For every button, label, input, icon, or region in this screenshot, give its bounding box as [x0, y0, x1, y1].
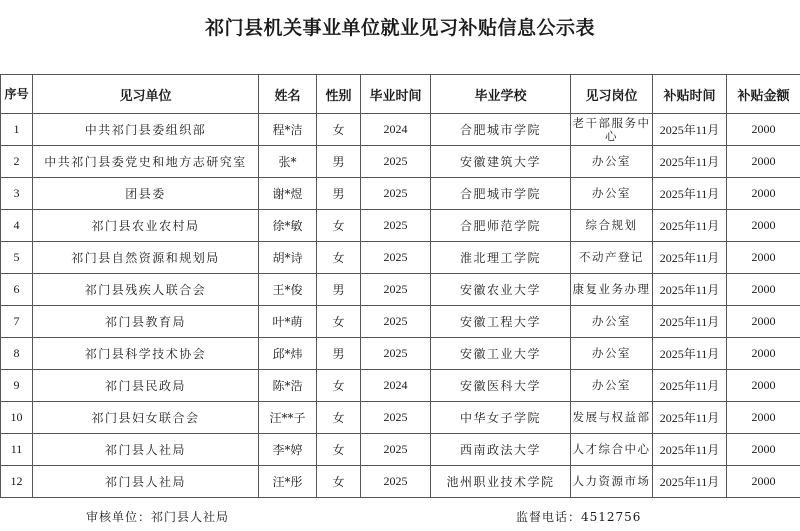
table-row — [1, 178, 800, 210]
table-row — [1, 114, 800, 146]
cell-name: 程*洁 — [259, 114, 317, 146]
table-row — [1, 306, 800, 338]
cell-school: 安徽工程大学 — [431, 306, 571, 338]
cell-subsidy-time: 2025年11月 — [653, 370, 727, 402]
cell-seq: 2 — [1, 146, 33, 178]
table-row — [1, 274, 800, 306]
cell-unit: 团县委 — [33, 178, 259, 210]
footer-phone: 监督电话：4512756 — [516, 510, 642, 524]
header-name: 姓名 — [259, 75, 317, 114]
table-row — [1, 370, 800, 402]
table-row — [1, 338, 800, 370]
cell-school: 安徽工业大学 — [431, 338, 571, 370]
cell-school: 合肥城市学院 — [431, 178, 571, 210]
cell-name: 邱*炜 — [259, 338, 317, 370]
cell-seq: 5 — [1, 242, 33, 274]
header-post: 见习岗位 — [571, 75, 653, 114]
cell-post: 不动产登记 — [571, 242, 653, 274]
cell-gender: 女 — [317, 242, 361, 274]
cell-seq: 8 — [1, 338, 33, 370]
cell-gender: 女 — [317, 114, 361, 146]
cell-gender: 女 — [317, 434, 361, 466]
cell-gender: 女 — [317, 370, 361, 402]
cell-seq: 9 — [1, 370, 33, 402]
cell-subsidy-time: 2025年11月 — [653, 242, 727, 274]
cell-subsidy-time: 2025年11月 — [653, 146, 727, 178]
cell-amount: 2000 — [727, 306, 800, 338]
cell-amount: 2000 — [727, 338, 800, 370]
cell-unit: 祁门县妇女联合会 — [33, 402, 259, 434]
cell-name: 张* — [259, 146, 317, 178]
cell-amount: 2000 — [727, 466, 800, 498]
cell-seq: 3 — [1, 178, 33, 210]
cell-post: 发展与权益部 — [571, 402, 653, 434]
cell-seq: 12 — [1, 466, 33, 498]
cell-grad-time: 2025 — [361, 210, 431, 242]
cell-gender: 男 — [317, 274, 361, 306]
cell-grad-time: 2025 — [361, 434, 431, 466]
cell-name: 胡*诗 — [259, 242, 317, 274]
header-unit: 见习单位 — [33, 75, 259, 114]
cell-post: 综合规划 — [571, 210, 653, 242]
cell-grad-time: 2025 — [361, 274, 431, 306]
footer-reviewer: 审核单位：祁门县人社局 — [86, 510, 230, 524]
header-grad-time: 毕业时间 — [361, 75, 431, 114]
cell-school: 西南政法大学 — [431, 434, 571, 466]
cell-unit: 祁门县农业农村局 — [33, 210, 259, 242]
table-row — [1, 210, 800, 242]
cell-name: 汪*彤 — [259, 466, 317, 498]
cell-post: 办公室 — [571, 178, 653, 210]
cell-gender: 女 — [317, 402, 361, 434]
cell-grad-time: 2025 — [361, 306, 431, 338]
header-gender: 性别 — [317, 75, 361, 114]
cell-seq: 6 — [1, 274, 33, 306]
cell-subsidy-time: 2025年11月 — [653, 210, 727, 242]
cell-school: 池州职业技术学院 — [431, 466, 571, 498]
cell-amount: 2000 — [727, 402, 800, 434]
cell-unit: 祁门县科学技术协会 — [33, 338, 259, 370]
cell-seq: 4 — [1, 210, 33, 242]
header-row — [1, 75, 800, 114]
cell-unit: 祁门县人社局 — [33, 434, 259, 466]
cell-unit: 祁门县教育局 — [33, 306, 259, 338]
cell-unit: 祁门县自然资源和规划局 — [33, 242, 259, 274]
header-amount: 补贴金额 — [727, 75, 800, 114]
cell-post: 办公室 — [571, 338, 653, 370]
cell-unit: 中共祁门县委组织部 — [33, 114, 259, 146]
cell-amount: 2000 — [727, 178, 800, 210]
cell-amount: 2000 — [727, 146, 800, 178]
header-seq: 序号 — [1, 75, 33, 114]
subsidy-table — [0, 74, 800, 498]
cell-subsidy-time: 2025年11月 — [653, 402, 727, 434]
cell-amount: 2000 — [727, 434, 800, 466]
cell-amount: 2000 — [727, 114, 800, 146]
cell-name: 谢*煜 — [259, 178, 317, 210]
cell-subsidy-time: 2025年11月 — [653, 178, 727, 210]
cell-post: 老干部服务中心 — [571, 114, 653, 146]
cell-grad-time: 2025 — [361, 466, 431, 498]
cell-grad-time: 2025 — [361, 178, 431, 210]
table-row — [1, 146, 800, 178]
cell-seq: 7 — [1, 306, 33, 338]
cell-post: 办公室 — [571, 146, 653, 178]
cell-name: 徐*敏 — [259, 210, 317, 242]
cell-name: 陈*浩 — [259, 370, 317, 402]
cell-subsidy-time: 2025年11月 — [653, 274, 727, 306]
cell-subsidy-time: 2025年11月 — [653, 466, 727, 498]
cell-grad-time: 2025 — [361, 338, 431, 370]
cell-seq: 1 — [1, 114, 33, 146]
table-row — [1, 402, 800, 434]
cell-grad-time: 2024 — [361, 370, 431, 402]
cell-school: 淮北理工学院 — [431, 242, 571, 274]
header-school: 毕业学校 — [431, 75, 571, 114]
cell-name: 汪**子 — [259, 402, 317, 434]
cell-school: 安徽建筑大学 — [431, 146, 571, 178]
cell-amount: 2000 — [727, 274, 800, 306]
cell-school: 合肥师范学院 — [431, 210, 571, 242]
cell-gender: 男 — [317, 338, 361, 370]
cell-grad-time: 2025 — [361, 146, 431, 178]
cell-unit: 祁门县残疾人联合会 — [33, 274, 259, 306]
cell-name: 李*婷 — [259, 434, 317, 466]
cell-unit: 中共祁门县委党史和地方志研究室 — [33, 146, 259, 178]
cell-amount: 2000 — [727, 242, 800, 274]
cell-subsidy-time: 2025年11月 — [653, 114, 727, 146]
cell-grad-time: 2025 — [361, 242, 431, 274]
cell-post: 人力资源市场 — [571, 466, 653, 498]
cell-school: 中华女子学院 — [431, 402, 571, 434]
cell-unit: 祁门县民政局 — [33, 370, 259, 402]
cell-amount: 2000 — [727, 210, 800, 242]
cell-gender: 女 — [317, 466, 361, 498]
table-row — [1, 434, 800, 466]
cell-post: 办公室 — [571, 306, 653, 338]
cell-gender: 女 — [317, 306, 361, 338]
cell-subsidy-time: 2025年11月 — [653, 434, 727, 466]
cell-amount: 2000 — [727, 370, 800, 402]
cell-gender: 女 — [317, 210, 361, 242]
cell-post: 办公室 — [571, 370, 653, 402]
cell-seq: 10 — [1, 402, 33, 434]
table-row — [1, 242, 800, 274]
cell-gender: 男 — [317, 178, 361, 210]
table-row — [1, 466, 800, 498]
cell-name: 叶*萌 — [259, 306, 317, 338]
page-title: 祁门县机关事业单位就业见习补贴信息公示表 — [204, 17, 595, 39]
cell-school: 安徽农业大学 — [431, 274, 571, 306]
cell-post: 人才综合中心 — [571, 434, 653, 466]
header-subsidy-time: 补贴时间 — [653, 75, 727, 114]
cell-subsidy-time: 2025年11月 — [653, 338, 727, 370]
cell-seq: 11 — [1, 434, 33, 466]
cell-name: 王*俊 — [259, 274, 317, 306]
cell-school: 合肥城市学院 — [431, 114, 571, 146]
cell-grad-time: 2025 — [361, 402, 431, 434]
cell-subsidy-time: 2025年11月 — [653, 306, 727, 338]
cell-post: 康复业务办理 — [571, 274, 653, 306]
cell-school: 安徽医科大学 — [431, 370, 571, 402]
cell-gender: 男 — [317, 146, 361, 178]
cell-grad-time: 2024 — [361, 114, 431, 146]
cell-unit: 祁门县人社局 — [33, 466, 259, 498]
